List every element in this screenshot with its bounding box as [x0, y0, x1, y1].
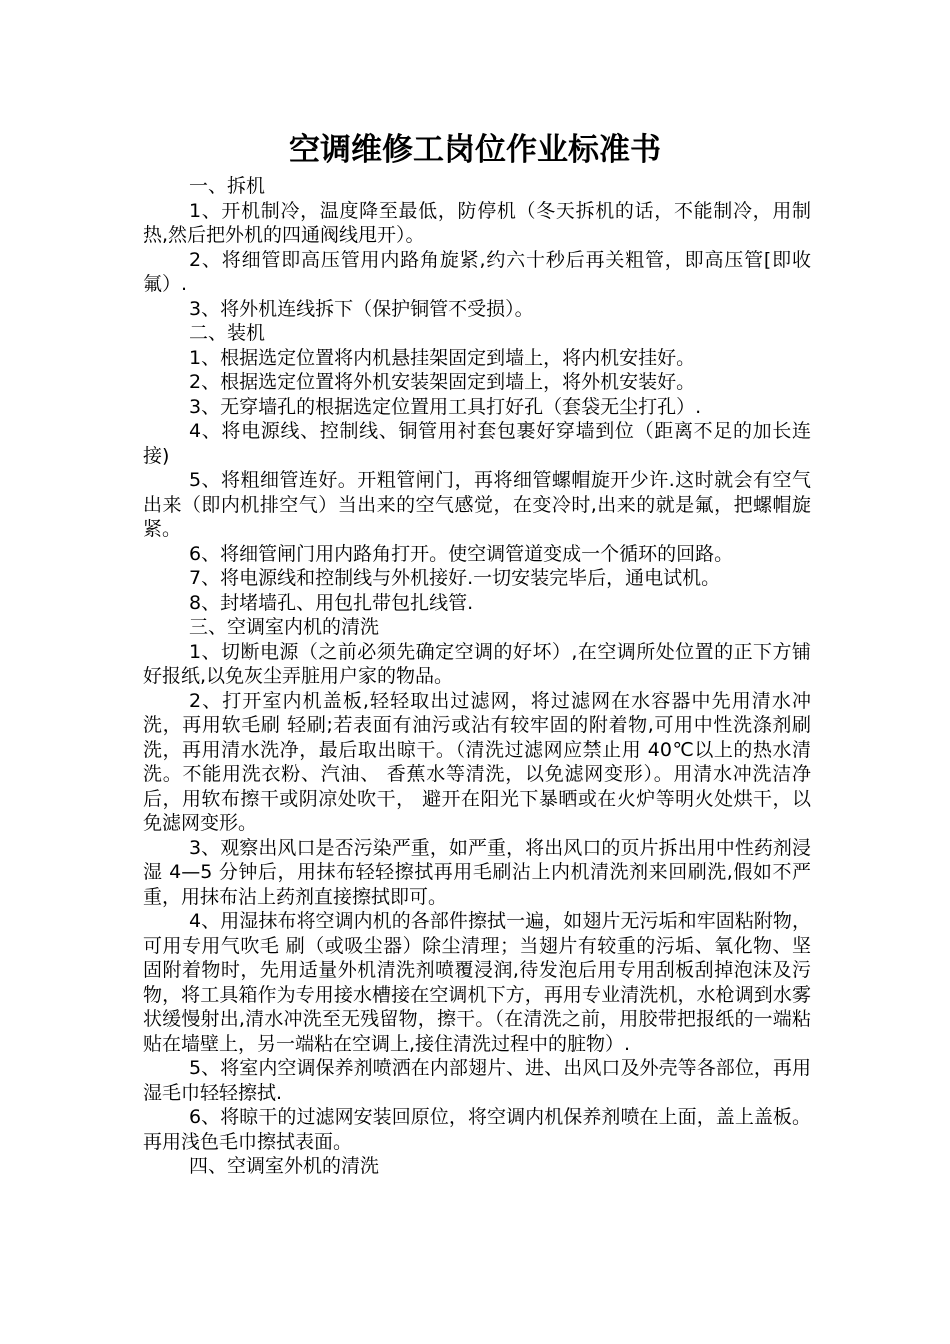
paragraph: 5、将室内空调保养剂喷洒在内部翅片、进、出风口及外壳等各部位，再用湿毛巾轻轻擦拭.: [143, 1057, 811, 1104]
paragraph: 1、根据选定位置将内机悬挂架固定到墙上，将内机安挂好。: [189, 346, 696, 369]
paragraph: 2、将细管即高压管用内路角旋紧,约六十秒后再关粗管，即高压管[即收氟）.: [143, 248, 811, 295]
paragraph: 2、根据选定位置将外机安装架固定到墙上，将外机安装好。: [189, 371, 696, 393]
paragraph: 1、开机制冷，温度降至最低，防停机（冬天拆机的话，不能制冷，用制热,然后把外机的四通阀线甩开）。: [143, 199, 811, 246]
paragraph: 6、将晾干的过滤网安装回原位，将空调内机保养剂喷在上面，盖上盖板。再用浅色毛巾擦拭表面。: [143, 1106, 811, 1153]
paragraph: 8、封堵墙孔、用包扎带包扎线管.: [189, 591, 474, 614]
document-title: 空调维修工岗位作业标准书: [289, 132, 661, 168]
paragraph: 3、观察出风口是否污染严重，如严重，将出风口的页片拆出用中性药剂浸湿 4—5 分钟后，用抹布轻轻擦拭再用毛刷沾上内机清洗剂来回刷洗,假如不严重，用抹布沾上药剂直接擦拭即可。: [143, 836, 811, 908]
paragraph: 1、切断电源（之前必须先确定空调的好坏）,在空调所处位置的正下方铺好报纸,以免灰尘弄脏用户家的物品。: [143, 640, 811, 687]
paragraph: 4、用湿抹布将空调内机的各部件擦拭一遍，如翅片无污垢和牢固粘附物，可用专用气吹毛 刷（或吸尘器）除尘清理；当翅片有较重的污垢、氧化物、坚固附着物时，先用适量外机清洗剂喷覆浸润,待发泡后用专用刮板刮掉泡沫及污物，将工具箱作为专用接水槽接在空调机下方，再用专业清洗机，水枪调到水雾状缓慢射出,清水冲洗至无残留物，擦干。（在清洗之前，用胶带把报纸的一端粘贴在墙壁上，另一端粘在空调上,接住清洗过程中的脏物）.: [143, 910, 811, 1055]
paragraph: 3、将外机连线拆下（保护铜管不受损）。: [189, 297, 534, 320]
paragraph: 5、将粗细管连好。开粗管闸门，再将细管螺帽旋开少许.这时就会有空气出来（即内机排空气）当出来的空气感觉，在变冷时,出来的就是氟，把螺帽旋紧。: [143, 469, 811, 540]
paragraph: 3、无穿墙孔的根据选定位置用工具打好孔（套袋无尘打孔）.: [189, 395, 702, 418]
paragraph: 7、将电源线和控制线与外机接好.一切安装完毕后，通电试机。: [189, 567, 721, 589]
section-heading-installation: 二、装机: [189, 322, 266, 344]
document-body: [143, 174, 811, 1179]
section-heading-disassembly: 一、拆机: [189, 175, 266, 197]
paragraph: 2、打开室内机盖板,轻轻取出过滤网，将过滤网在水容器中先用清水冲洗，再用软毛刷 轻刷;若表面有油污或沾有较牢固的附着物,可用中性洗涤剂刷洗，再用清水洗净，最后取出晾干。（清洗过滤网应禁止用 40℃以上的热水清洗。不能用洗衣粉、汽油、 香蕉水等清洗，以免滤网变形）。用清水冲洗洁净后，用软布擦干或阴凉处吹干， 避开在阳光下暴晒或在火炉等明火处烘干，以免滤网变形。: [143, 689, 811, 834]
section-heading-outdoor-cleaning: 四、空调室外机的清洗: [189, 1155, 380, 1177]
paragraph: 4、将电源线、控制线、铜管用衬套包裹好穿墙到位（距离不足的加长连接): [143, 420, 811, 467]
paragraph: 6、将细管闸门用内路角打开。使空调管道变成一个循环的回路。: [189, 542, 734, 565]
section-heading-indoor-cleaning: 三、空调室内机的清洗: [189, 616, 380, 638]
